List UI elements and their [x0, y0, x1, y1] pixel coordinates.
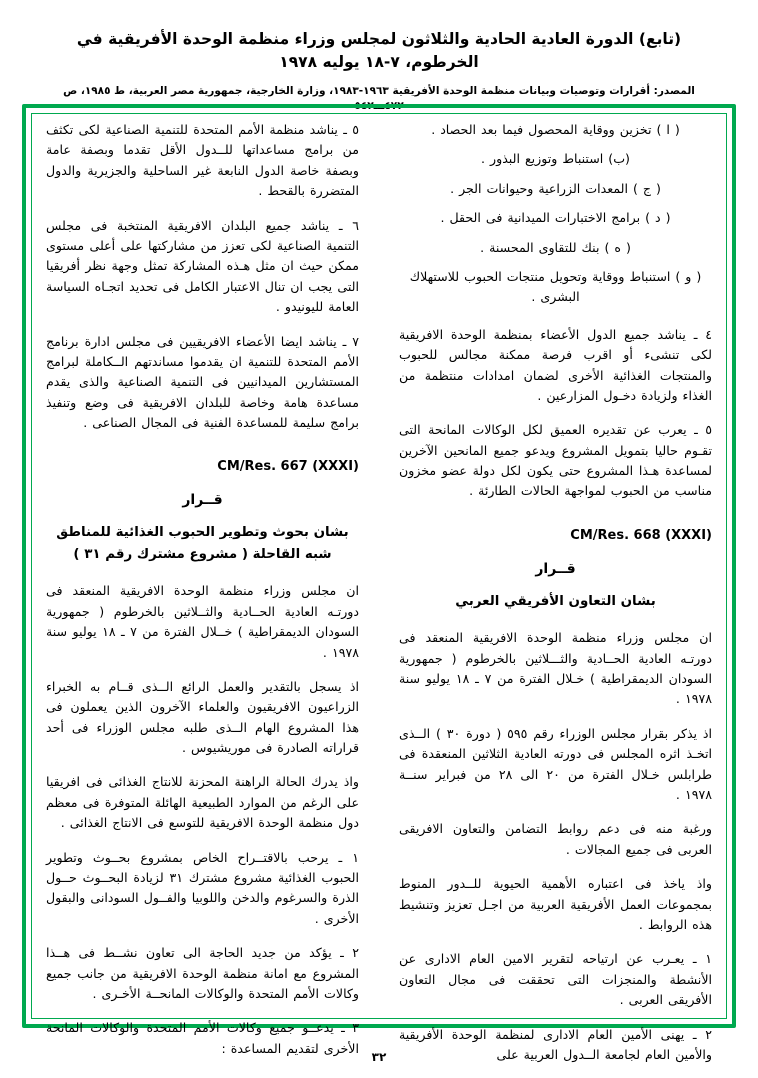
paragraph-body-6: ٣ ـ يدعــو جميع وكالات الأمم المتحدة والوكالات المانحة الأخرى لتقديم المساعدة : [46, 1020, 359, 1056]
list-item: ( ج ) المعدات الزراعية وحيوانات الجر . [450, 180, 661, 196]
resolution-heading: قــرار [182, 492, 223, 509]
resolution-code: CM/Res. 667 (XXXI) [217, 459, 359, 475]
paragraph-body-5: ٢ ـ يؤكد من جديد الحاجة الى تعاون نشــط فى هــذا المشروع مع امانة منظمة الوحدة الافريقية من جانب جميع وكالات الأمم المتحدة والوكالات المانحــة الأخـرى . [46, 945, 359, 1001]
source-note: المصدر: أقرارات وتوصيات وبيانات منظمة الوحدة الأفريقية ١٩٦٣-١٩٨٣، وزارة الخارجية، جمهورية مصر العربية، ط ١٩٨٥، ص ٤٧٢ـــ٥٤٢ [63, 84, 695, 113]
column-right [399, 120, 713, 1062]
paragraph-5: ٥ ـ يعرب عن تقديره العميق لكل الوكالات المانحة التى تقـوم حاليا بتمويل المشروع ويدعو جميع المانحين الآخرين لمساعدة هـذا المشروع حتى يكون لكل دولة عضو مخزون مناسب من الحبوب لمواجهة الحالات الطارئة . [399, 422, 712, 499]
list-item: ( و ) استنباط ووقاية وتحويل منتجات الحبوب للاستهلاك البشرى . [409, 268, 702, 305]
list-item: ( ه ) بنك للتقاوى المحسنة . [480, 239, 631, 255]
paragraph-body-4: واذ ياخذ فى اعتباره الأهمية الحيوية للــدور المنوط بمجموعات العمل الأفريقية العربية من اجـل تعزيز وتنشيط هذه الروابط . [399, 876, 712, 932]
page-title: (تابع) الدورة العادية الحادية والثلاثون لمجلس وزراء منظمة الوحدة الأفريقية في الخرطوم، ٧-١٨ يوليه ١٩٧٨ [76, 30, 682, 72]
list-item: ( ا ) تخزين ووقاية المحصول فيما بعد الحصاد . [431, 122, 680, 137]
resolution-code: CM/Res. 668 (XXXI) [570, 527, 712, 543]
paragraph-body-2: اذ يسجل بالتقدير والعمل الرائع الــذى قــام به الخبراء الزراعيون الافريقيون والعلماء الآخرون الذين يعملون فى هذا المشروع الهام الــذى طلبه مجلس الوزراء فى أحد قراراته الصادرة فى موريشيوس . [46, 678, 359, 756]
resolution-subject [46, 522, 359, 565]
paragraph-7: ٧ ـ يناشد ايضا الأعضاء الافريقيين فى مجلس ادارة برنامج الأمم المتحدة للتنمية ان يقدموا مساندتهم الــكاملة لبرامج المستشارين الميدانيين فى التنمية الصناعية والذى يقدم مساعدة هامة وخاصة للبلدان الافريقية فى وضع وتنفيذ برامج سليمة للمساعدة الفنية فى المجال الصناعى . [46, 333, 359, 431]
paragraph-4: ٤ ـ يناشد جميع الدول الأعضاء بمنظمة الوحدة الافريقية لكى تنشىء أو اقرب فرصة ممكنة مجالس للحبوب والمنتجات الغذائية الأخرى لضمان امدادات منتظمة من الغذاء ولزيادة دخـول المزارعين . [399, 326, 712, 403]
paragraph-6: ٦ ـ يناشد جميع البلدان الافريقية المنتخبة فى مجلس التنمية الصناعية لكى تعزز من مشاركتها على أعلى مستوى ممكن حيث ان مثل هـذه المشاركة تمثل وجهة نظر أفريقيا التى يجب ان تنال الاعتبار الكامل فى تحديد اتجـاه السياسة العامة لليونيدو . [46, 217, 359, 315]
paragraph-body-3: ورغبة منه فى دعم روابط التضامن والتعاون الافريقى العربى فى جميع المجالات . [399, 821, 712, 857]
column-left [46, 120, 360, 1056]
paragraph-body-2: اذ يذكر بقرار مجلس الوزراء رقم ٥٩٥ ( دورة ٣٠ ) الــذى اتخـذ اثره المجلس فى دورته العادية الثلاثين المنعقدة فى طرابلس خـلال الفترة من ٢٠ الى ٢٨ من فبراير سنــة ١٩٧٨ . [399, 725, 713, 803]
paragraph-body-3: واذ يدرك الحالة الراهنة المحزنة للانتاج الغذائى فى افريقيا على الرغم من الموارد الطبيعية الهائلة المتوفرة فى معظم دول منظمة الوحدة الافريقية للتوسع فى الانتاج الغذائى . [46, 774, 359, 831]
page-header [0, 0, 758, 115]
paragraph-body-5: ١ ـ يعـرب عن ارتياحه لتقرير الامين العام الادارى عن الأنشطة والمنجزات التى تحققت فى مجال التعاون الأفريقى العربى . [399, 951, 712, 1008]
paragraph-body-1: ان مجلس وزراء منظمة الوحدة الافريقية المنعقد فى دورتـه العادية الحــادية والثــلاثين بالخرطوم ( جمهورية السودان الديمقراطية ) خــلال الفترة من ٧ ـ ١٨ يوليو سنة ١٩٧٨ . [46, 583, 359, 660]
resolution-heading: قــرار [535, 560, 576, 577]
list-item: ( د ) برامج الاختبارات الميدانية فى الحقل . [440, 210, 671, 226]
list-item: (ب) استنباط وتوزيع البذور . [481, 151, 630, 167]
paragraph-body-4: ١ ـ يرحب بالاقتــراح الخاص بمشروع بحــوث وتطوير الحبوب الغذائية مشروع مشترك ٣١ لزيادة البحــوث حــول الذرة والسرغوم والدخن واللوبيا والفــول السودانى والبقول الأخرى . [46, 849, 360, 926]
paragraph-5: ٥ ـ يناشد منظمة الأمم المتحدة للتنمية الصناعية لكى تكثف من برامج مساعداتها للــدول الأقل تقدما وبصفة عامة وبصفة خاصة الدول النابعة غير الساحلية والجزيرية والدول المتضررة بالقحط . [46, 122, 359, 199]
spacer [399, 317, 712, 325]
paragraph-body-1: ان مجلس وزراء منظمة الوحدة الافريقية المنعقد فى دورتـه العادية الحــادية والثـــلاثين بالخرطوم ( جمهورية السودان الديمقراطية ) خـلال الفترة من ٧ ـ ١٨ يوليو سنة ١٩٧٨ . [399, 630, 712, 707]
resolution-subject: بشان التعاون الأفريقي العربي [455, 593, 656, 609]
resolution-subject-line-2: شبه القاحلة ( مشروع مشترك رقم ٣١ ) [73, 546, 332, 562]
resolution-subject-line-1: بشان بحوث وتطوير الحبوب الغذائية للمناطق [56, 525, 349, 541]
page-number: ٣٢ [371, 1050, 387, 1064]
paragraph-body-6: ٢ ـ يهنى الأمين العام الادارى لمنظمة الوحدة الأفريقية والأمين العام لجامعة الــدول العربية على [399, 1026, 712, 1062]
